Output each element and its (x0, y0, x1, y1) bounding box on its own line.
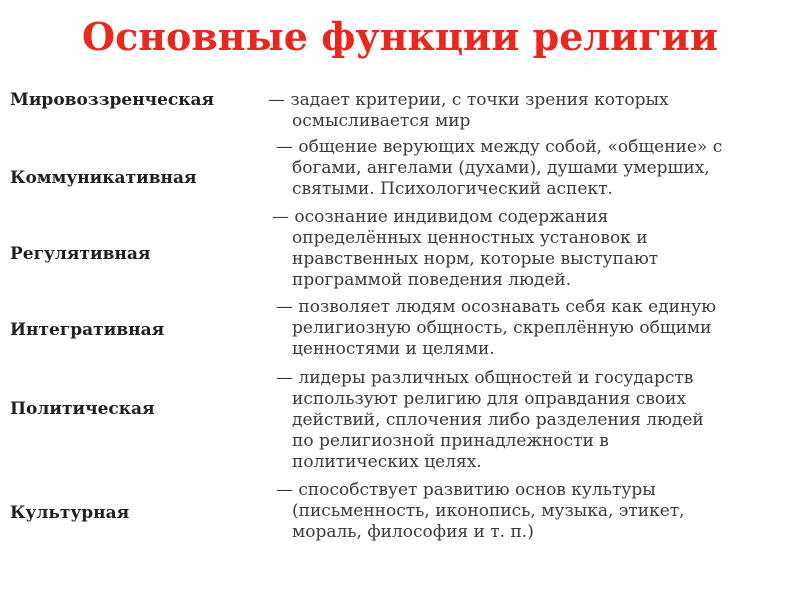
description-line: (письменность, иконопись, музыка, этикет, (292, 501, 685, 521)
description-line: святыми. Психологический аспект. (292, 179, 613, 199)
description-line: — позволяет людям осознавать себя как единую (276, 297, 717, 317)
description-line: — задает критерии, с точки зрения которых (268, 90, 669, 110)
description-line: богами, ангелами (духами), душами умерших, (292, 158, 710, 178)
description-line: используют религию для оправдания своих (292, 389, 687, 409)
function-description-worldview (268, 90, 768, 132)
description-line: определённых ценностных установок и (292, 228, 648, 248)
description-line: политических целях. (292, 452, 482, 472)
description-line: — способствует развитию основ культуры (276, 480, 656, 500)
description-line: по религиозной принадлежности в (292, 431, 609, 451)
function-name-integrative: Интегративная (10, 320, 165, 340)
function-description-political (276, 368, 776, 473)
description-line: мораль, философия и т. п.) (292, 522, 534, 542)
description-line: нравственных норм, которые выступают (292, 249, 659, 269)
function-name-communicative: Коммуникативная (10, 168, 197, 188)
description-line: ценностями и целями. (292, 339, 495, 359)
description-line: — общение верующих между собой, «общение» с (276, 137, 723, 157)
function-description-communicative (276, 137, 776, 200)
function-name-political: Политическая (10, 399, 155, 419)
description-line: программой поведения людей. (292, 270, 572, 290)
description-line: осмысливается мир (292, 111, 471, 131)
function-name-cultural: Культурная (10, 503, 130, 523)
function-description-cultural (276, 480, 776, 543)
description-line: религиозную общность, скреплённую общими (292, 318, 712, 338)
function-name-worldview: Мировоззренческая (10, 90, 215, 110)
page-title: Основные функции религии (81, 14, 719, 59)
description-line: действий, сплочения либо разделения людей (292, 410, 704, 430)
description-line: — лидеры различных общностей и государств (276, 368, 694, 388)
function-description-integrative (276, 297, 776, 360)
function-description-regulative (272, 207, 772, 291)
function-name-regulative: Регулятивная (10, 244, 151, 264)
description-line: — осознание индивидом содержания (272, 207, 609, 227)
